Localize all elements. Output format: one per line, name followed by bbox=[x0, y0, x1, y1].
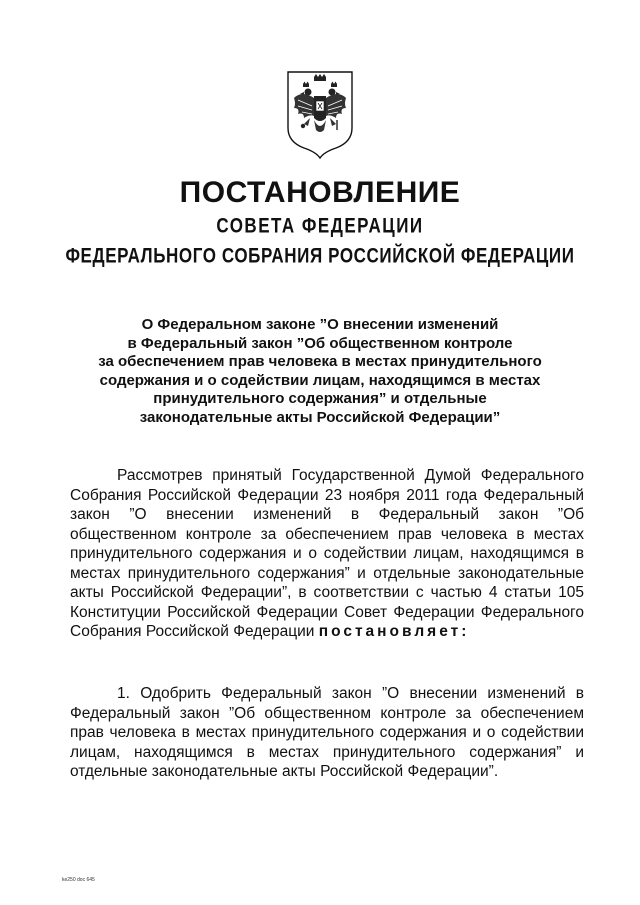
document-title: ПОСТАНОВЛЕНИЕ bbox=[179, 176, 461, 209]
heading-line: содержания и о содействии лицам, находящимся в местах bbox=[99, 371, 541, 389]
document-subtitle-council: СОВЕТА ФЕДЕРАЦИИ bbox=[216, 213, 424, 238]
resolution-heading bbox=[60, 316, 580, 428]
double-headed-eagle-icon bbox=[284, 68, 356, 160]
preamble-text: Рассмотрев принятый Государственной Думой Федерального Собрания Российской Федерации 23 ноября 2011 года Федеральный закон ”О внесении изменений в Федеральный закон ”Об общественном контроле за обеспечением прав человека в местах принудительного содержания и о содействии лицам, находящимся в местах принудительного содержания” и отдельные законодательные акты Российской Федерации”, в соответствии с частью 4 статьи 105 Конституции Российской Федерации Совет Федерации Федерального Собрания Российской Федерации bbox=[70, 467, 584, 640]
resolves-verb: постановляет: bbox=[318, 623, 470, 640]
heading-line: за обеспечением прав человека в местах принудительного bbox=[98, 353, 542, 371]
footer-reference: ke250 doc 645 bbox=[62, 877, 95, 883]
heading-line: принудительного содержания” и отдельные bbox=[153, 390, 487, 408]
coat-of-arms-emblem bbox=[284, 68, 356, 160]
preamble-paragraph bbox=[70, 466, 584, 642]
heading-line: О Федеральном законе ”О внесении изменений bbox=[141, 316, 499, 333]
document-subtitle-assembly: ФЕДЕРАЛЬНОГО СОБРАНИЯ РОССИЙСКОЙ ФЕДЕРАЦИИ bbox=[65, 243, 575, 268]
heading-line: в Федеральный закон ”Об общественном контроле bbox=[127, 334, 513, 352]
clause-1-paragraph: 1. Одобрить Федеральный закон ”О внесении изменений в Федеральный закон ”Об общественном контроле за обеспечением прав человека в местах принудительного содержания и о содействии лицам, находящимся в местах принудительного содержания” и отдельные законодательные акты Российской Федерации”. bbox=[70, 685, 584, 780]
heading-line: законодательные акты Российской Федерации” bbox=[139, 408, 501, 426]
